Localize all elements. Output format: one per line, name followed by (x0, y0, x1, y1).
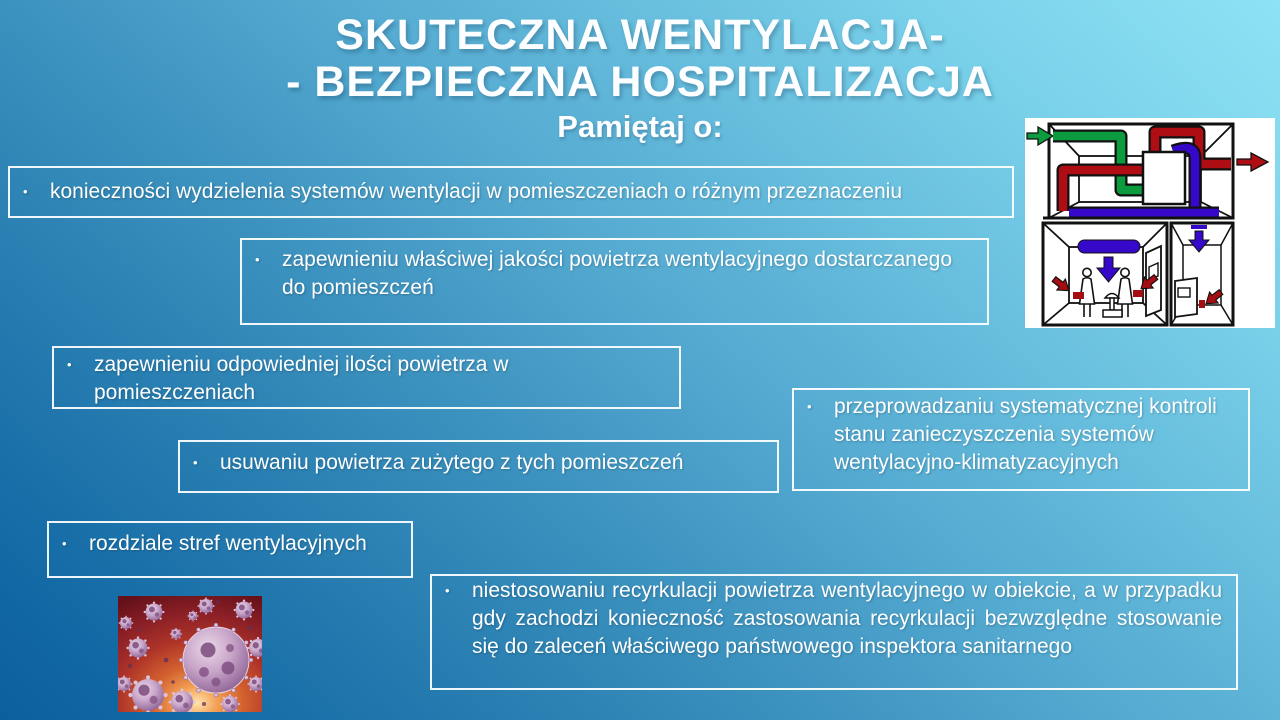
title-line-1: SKUTECZNA WENTYLACJA- (335, 11, 945, 59)
bullet-box-air-quality (240, 238, 989, 325)
bullet-dot: • (23, 184, 28, 199)
bullet-text: rozdziale stref wentylacyjnych (89, 532, 367, 555)
bullet-box-air-quantity (52, 346, 681, 409)
subtitle: Pamiętaj o: (557, 109, 723, 144)
bullet-dot: • (445, 583, 450, 598)
bullet-text: konieczności wydzielenia systemów wentylacji w pomieszczeniach o różnym przeznaczeniu (50, 180, 903, 203)
wall-vent (1133, 290, 1143, 297)
bullet-dot: • (62, 536, 67, 551)
air-handling-unit (1143, 152, 1185, 204)
bullet-dot: • (193, 455, 198, 470)
ventilation-diagram-image (1025, 118, 1275, 328)
side-room-diffuser (1191, 225, 1207, 229)
bullet-box-zone-separation (47, 521, 413, 578)
bullet-dot: • (807, 399, 812, 414)
bullet-text: zapewnieniu odpowiedniej ilości powietrza w pomieszczeniach (94, 353, 509, 404)
ceiling-diffuser (1078, 240, 1140, 253)
bullet-box-systems-separation (8, 166, 1014, 218)
bullet-box-no-recirculation (430, 574, 1238, 690)
bullet-dot: • (67, 357, 72, 372)
virus-particles-image (118, 596, 262, 712)
bullet-box-air-removal (178, 440, 779, 493)
bullet-text: zapewnieniu właściwej jakości powietrza wentylacyjnego dostarczanego do pomieszczeń (282, 248, 953, 299)
bullet-text: przeprowadzaniu systematycznej kontroli stanu zanieczyszczenia systemów wentylacyjno-klimatyzacyjnych (834, 395, 1217, 474)
bullet-text: usuwaniu powietrza zużytego z tych pomieszczeń (220, 451, 684, 474)
bullet-text: niestosowaniu recyrkulacji powietrza wentylacyjnego w obiekcie, a w przypadku gdy zachodzi konieczność zastosowania recyrkulacji bezwzględne stosowanie się do zaleceń właściwego państwowego inspektora sanitarnego (472, 579, 1222, 658)
bullet-dot: • (255, 252, 260, 267)
title-line-2: - BEZPIECZNA HOSPITALIZACJA (286, 58, 994, 106)
wall-vent (1199, 300, 1205, 308)
wall-vent (1073, 292, 1084, 299)
bullet-box-systematic-control (792, 388, 1250, 491)
